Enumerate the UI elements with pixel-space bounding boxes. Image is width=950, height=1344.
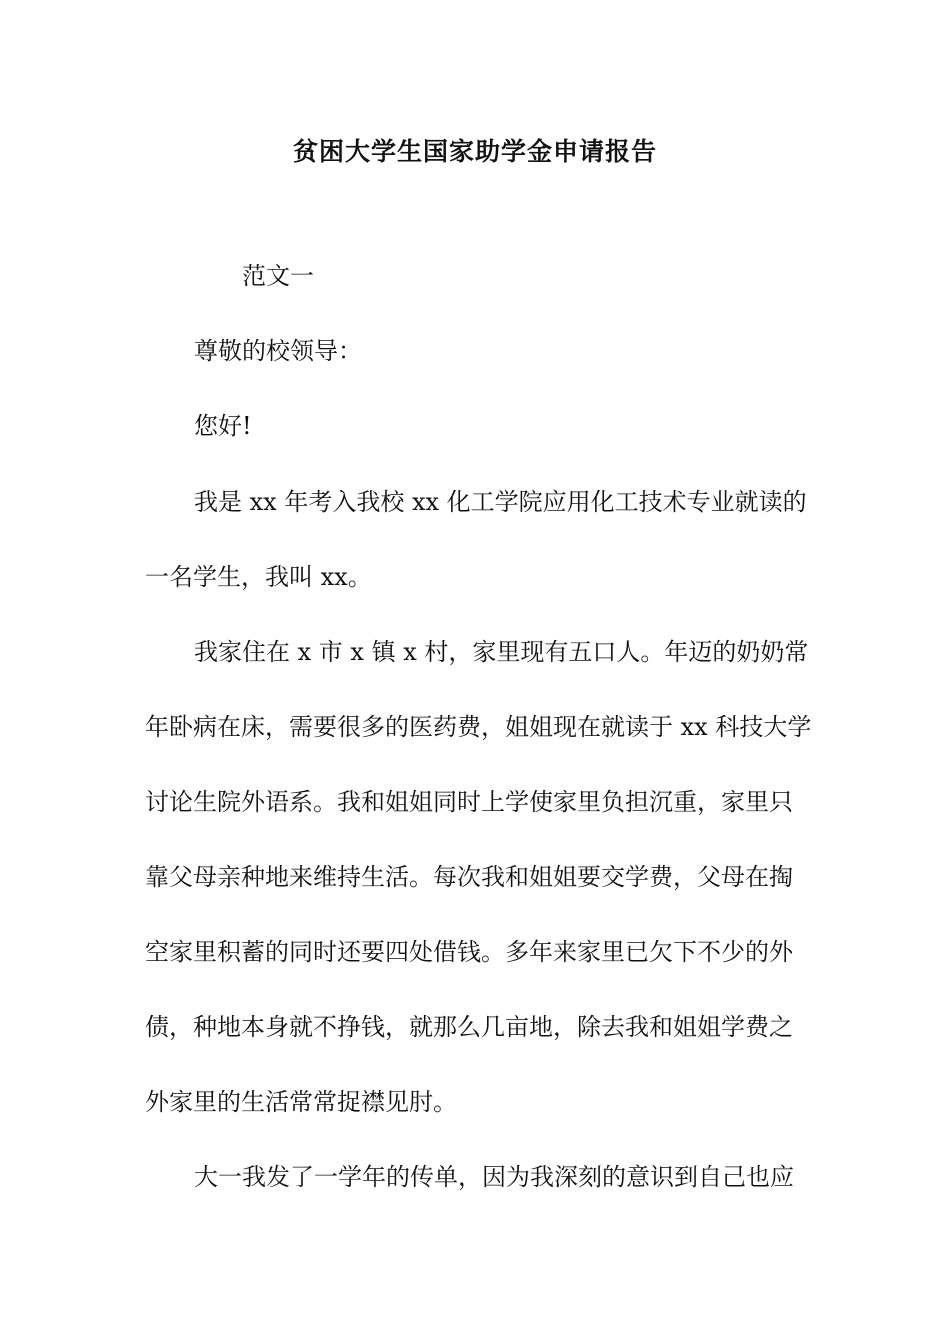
greeting: 您好! (194, 412, 252, 440)
paragraph-line: 我家住在 x 市 x 镇 x 村，家里现有五口人。年迈的奶奶常 (194, 638, 809, 666)
paragraph-line: 一名学生，我叫 xx。 (145, 563, 372, 591)
paragraph-line: 讨论生院外语系。我和姐姐同时上学使家里负担沉重，家里只 (145, 788, 793, 816)
paragraph-line: 债，种地本身就不挣钱，就那么几亩地，除去我和姐姐学费之 (145, 1013, 793, 1041)
salutation: 尊敬的校领导： (194, 337, 362, 365)
paragraph-line: 我是 xx 年考入我校 xx 化工学院应用化工技术专业就读的 (194, 488, 807, 516)
paragraph-line: 外家里的生活常常捉襟见肘。 (145, 1088, 457, 1116)
paragraph-line: 大一我发了一学年的传单，因为我深刻的意识到自己也应 (194, 1163, 794, 1191)
paragraph-line: 年卧病在床，需要很多的医药费，姐姐现在就读于 xx 科技大学 (145, 713, 812, 741)
section-label: 范文一 (242, 262, 314, 290)
document-title: 贫困大学生国家助学金申请报告 (292, 137, 657, 166)
paragraph-line: 空家里积蓄的同时还要四处借钱。多年来家里已欠下不少的外 (145, 938, 793, 966)
paragraph-line: 靠父母亲种地来维持生活。每次我和姐姐要交学费，父母在掏 (145, 863, 793, 891)
